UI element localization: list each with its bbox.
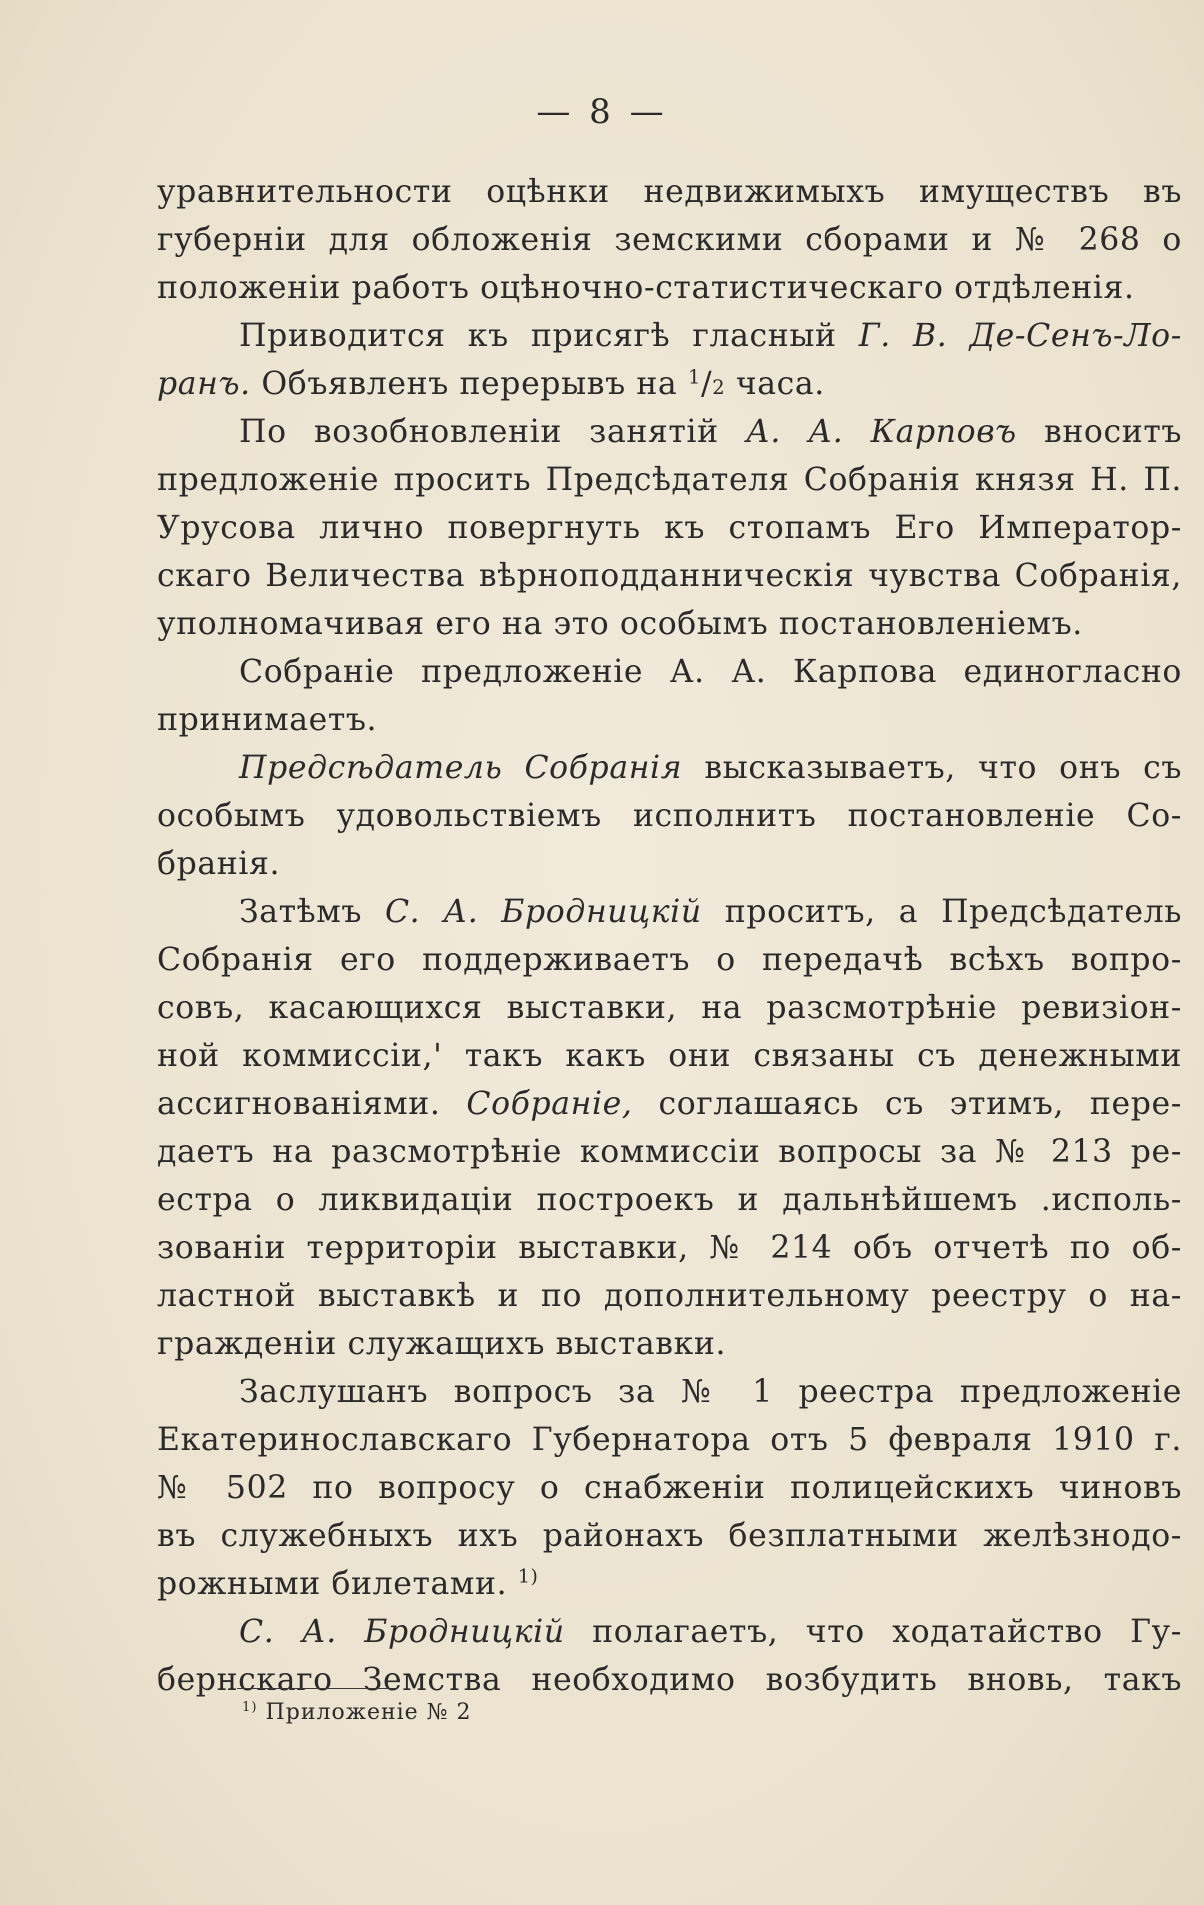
person-name: Г. В. Де-Сенъ-Ло-: [858, 318, 1182, 354]
text-line: Урусова лично повергнуть къ стопамъ Его Император-: [157, 510, 1182, 546]
text-line: Приводится къ присягѣ гласный Г. В. Де-Сенъ-Ло-: [239, 318, 1182, 354]
text-line: Предсѣдатель Собранія высказываетъ, что онъ съ: [239, 750, 1182, 786]
text-line: ранъ. Объявленъ перерывъ на $^1$/2 часа.: [157, 365, 825, 402]
text-line: зованіи территоріи выставки, № 214 объ отчетѣ по об-: [157, 1230, 1182, 1266]
footnote-divider: [237, 1688, 397, 1689]
text-line: даетъ на разсмотрѣніе коммиссіи вопросы за № 213 ре-: [157, 1134, 1182, 1170]
text-line: положеніи работъ оцѣночно-статистическаго отдѣленія.: [157, 270, 1135, 306]
person-name: С. А. Бродницкій: [384, 894, 702, 930]
person-name: ранъ.: [157, 366, 251, 402]
person-name: Предсѣдатель Собранія: [239, 750, 683, 786]
text-line: ассигнованіями. Собраніе, соглашаясь съ этимъ, пере-: [157, 1086, 1182, 1122]
footnote-text: Приложеніе № 2: [265, 1700, 472, 1725]
footnote-marker: 1): [242, 1700, 258, 1716]
text-line: въ служебныхъ ихъ районахъ безплатными желѣзнодо-: [157, 1518, 1182, 1554]
text-line: принимаетъ.: [157, 702, 378, 738]
text-line: предложеніе просить Предсѣдателя Собранія князя Н. П.: [157, 462, 1182, 498]
footnote-ref: 1): [517, 1565, 539, 1588]
text-line: Заслушанъ вопросъ за № 1 реестра предложеніе: [239, 1374, 1182, 1410]
text-line: ной коммиссіи,' такъ какъ они связаны съ денежными: [157, 1038, 1182, 1074]
text-line: бранія.: [157, 846, 281, 882]
text-line: Затѣмъ С. А. Бродницкій проситъ, а Предсѣдатель: [239, 894, 1182, 930]
text-line: гражденіи служащихъ выставки.: [157, 1326, 727, 1362]
text-line: уравнительности оцѣнки недвижимыхъ имуществъ въ: [157, 174, 1182, 210]
person-name: А. А. Карповъ: [745, 414, 1017, 450]
text-line: уполномачивая его на это особымъ постановленіемъ.: [157, 606, 1083, 642]
text-line: совъ, касающихся выставки, на разсмотрѣніе ревизіон-: [157, 990, 1182, 1026]
text-line: особымъ удовольствіемъ исполнитъ постановленіе Со-: [157, 798, 1182, 834]
text-line: скаго Величества вѣрноподданническія чувства Собранія,: [157, 558, 1182, 594]
text-line: ластной выставкѣ и по дополнительному реестру о на-: [157, 1278, 1182, 1314]
fraction-denominator: 2: [712, 376, 726, 399]
person-name: С. А. Бродницкій: [239, 1614, 565, 1650]
fraction-numerator: 1: [687, 365, 701, 389]
page-number: — 8 —: [536, 92, 668, 132]
text-line: бернскаго Земства необходимо возбудить вновь, такъ: [157, 1662, 1182, 1698]
text-line: Собраніе предложеніе А. А. Карпова единогласно: [239, 654, 1182, 690]
text-line: № 502 по вопросу о снабженіи полицейскихъ чиновъ: [157, 1470, 1182, 1506]
text-line: По возобновленіи занятій А. А. Карповъ вноситъ: [239, 414, 1182, 450]
body-text: [157, 168, 1182, 1704]
text-line: Екатеринославскаго Губернатора отъ 5 февраля 1910 г.: [157, 1422, 1182, 1458]
text-line: рожными билетами. $^{1)}$: [157, 1565, 539, 1602]
emphasis: Собраніе,: [466, 1086, 633, 1122]
text-line: естра о ликвидаціи построекъ и дальнѣйшемъ .исполь-: [157, 1182, 1182, 1218]
footnote: [242, 1698, 471, 1728]
text-line: губерніи для обложенія земскими сборами и № 268 о: [157, 222, 1182, 258]
text-line: Собранія его поддерживаетъ о передачѣ всѣхъ вопро-: [157, 942, 1182, 978]
text-line: С. А. Бродницкій полагаетъ, что ходатайство Гу-: [239, 1614, 1182, 1650]
